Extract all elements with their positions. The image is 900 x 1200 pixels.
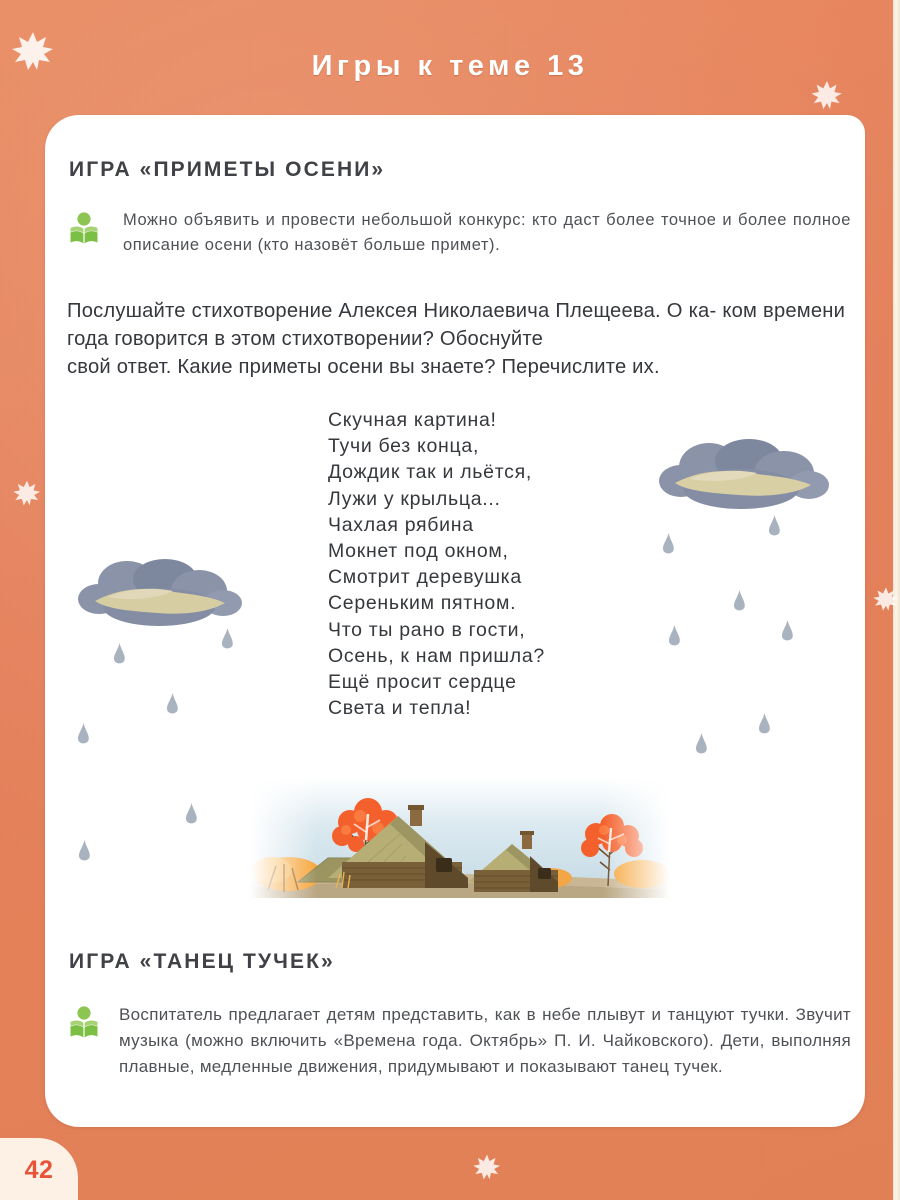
raindrop-icon: [662, 533, 675, 555]
raindrop-icon: [221, 628, 234, 650]
intro-paragraph: [67, 297, 845, 381]
poem-line: Лужи у крыльца...: [328, 487, 501, 510]
poem-line: Осень, к нам пришла?: [328, 644, 545, 667]
poem-line: Сереньким пятном.: [328, 592, 517, 615]
intro-line-2: ком времени года говорится в этом стихотворении? Обоснуйте: [67, 299, 846, 350]
reader-book-icon: [69, 1006, 99, 1040]
poem-line: Света и тепла!: [328, 697, 472, 720]
intro-line-3: свой ответ. Какие приметы осени вы знаете? Перечислите их.: [67, 355, 660, 378]
poem-block: [328, 407, 545, 721]
poem-line: Тучи без конца,: [328, 435, 480, 458]
raindrop-icon: [166, 693, 179, 715]
intro-line-1: Послушайте стихотворение Алексея Николаевича Плещеева. О ка-: [67, 299, 717, 322]
poem-line: Ещё просит сердце: [328, 670, 517, 693]
poem-line: Что ты рано в гости,: [328, 618, 526, 641]
poem-line: Чахлая рябина: [328, 513, 474, 536]
teacher-note-1: [69, 208, 851, 258]
maple-leaf-icon: [12, 478, 42, 508]
game-heading-primety-oseni: ИГРА «ПРИМЕТЫ ОСЕНИ»: [69, 158, 386, 181]
raindrop-icon: [733, 590, 746, 612]
poem-line: Мокнет под окном,: [328, 539, 509, 562]
reader-book-icon: [69, 212, 99, 246]
teacher-note-1-text: Можно объявить и провести небольшой конкурс: кто даст более точное и более полное описание осени (кто назовёт больше примет).: [123, 211, 851, 254]
poem-line: Смотрит деревушка: [328, 566, 522, 589]
autumn-village-illustration: [250, 778, 670, 898]
maple-leaf-icon: [810, 78, 844, 112]
maple-leaf-icon: [472, 1152, 502, 1182]
page-number: 42: [12, 1148, 66, 1192]
raindrop-icon: [781, 620, 794, 642]
raindrop-icon: [668, 625, 681, 647]
game-heading-tanec-tuchek: ИГРА «ТАНЕЦ ТУЧЕК»: [69, 950, 335, 973]
maple-leaf-icon: [872, 585, 900, 613]
page-title: Игры к теме 13: [311, 50, 589, 82]
poem-line: Дождик так и льётся,: [328, 461, 532, 484]
teacher-note-2-text: Воспитатель предлагает детям представить, как в небе плывут и танцуют тучки. Звучит музыка (можно включить «Времена года. Октябрь» П. И. Чайковского). Дети, выполняя плавные, медленные движения, придумывают и показывают танец тучек.: [119, 1005, 851, 1076]
poem-line: Скучная картина!: [328, 409, 497, 431]
raindrop-icon: [77, 723, 90, 745]
raindrop-icon: [768, 515, 781, 537]
rain-cloud-icon: [653, 437, 833, 517]
raindrop-icon: [758, 713, 771, 735]
raindrop-icon: [185, 803, 198, 825]
raindrop-icon: [78, 840, 91, 862]
raindrop-icon: [113, 643, 126, 665]
rain-cloud-icon: [75, 557, 247, 635]
content-card: [45, 115, 865, 1127]
raindrop-icon: [695, 733, 708, 755]
teacher-note-2: [69, 1002, 851, 1080]
